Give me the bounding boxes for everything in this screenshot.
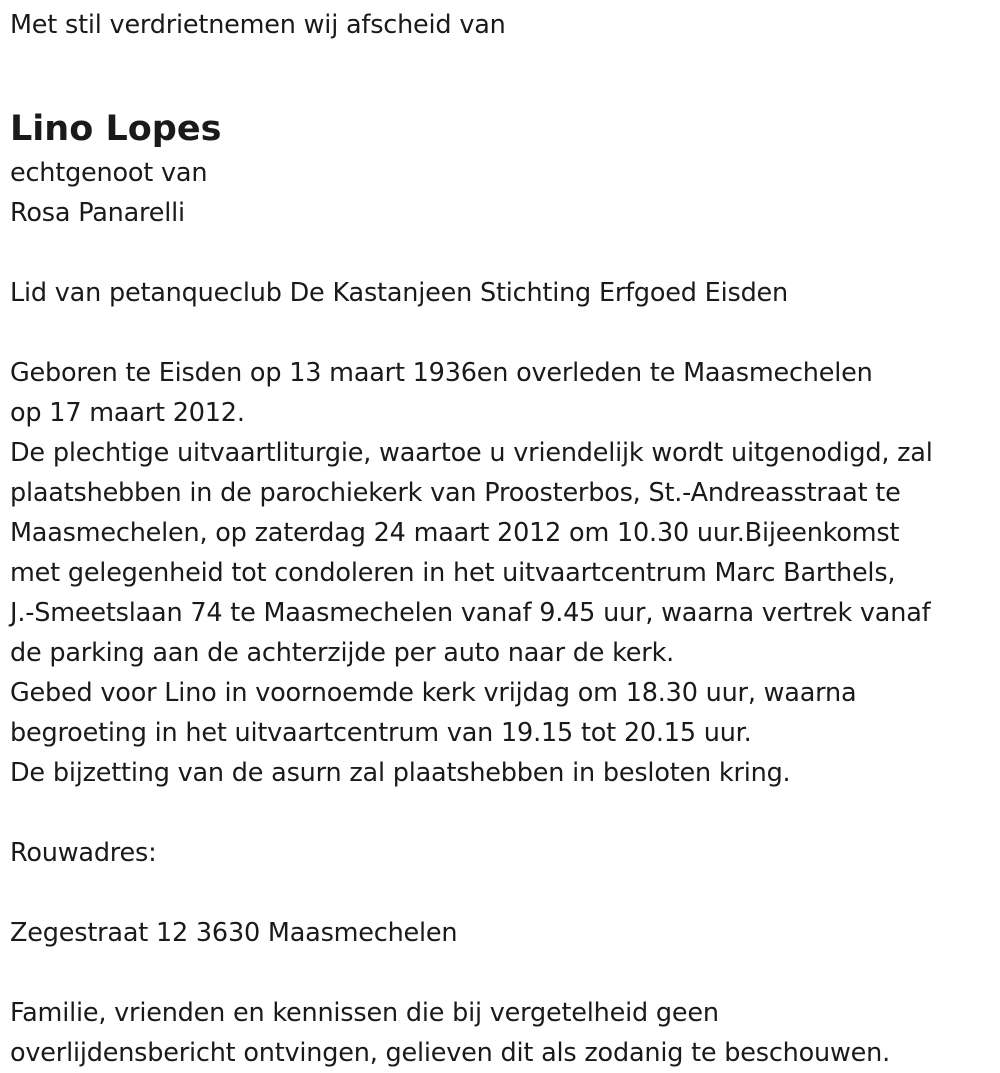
funeral-line: plaatshebben in de parochiekerk van Proosterbos, St.-Andreasstraat te [10,478,901,508]
birth-line: Geboren te Eisden op 13 maart 1936en overleden te Maasmechelen [10,358,873,388]
deceased-name: Lino Lopes [10,109,222,149]
address-label: Rouwadres: [10,838,157,868]
spacer [10,313,995,353]
membership-text: Lid van petanqueclub De Kastanjeen Stichting Erfgoed Eisden [10,278,789,308]
funeral-line: Maasmechelen, op zaterdag 24 maart 2012 om 10.30 uur.Bijeenkomst [10,518,900,548]
funeral-line: met gelegenheid tot condoleren in het uitvaartcentrum Marc Barthels, [10,558,896,588]
spouse-name: Rosa Panarelli [10,198,185,228]
urn-line: De bijzetting van de asurn zal plaatshebben in besloten kring. [10,758,791,788]
funeral-line: De plechtige uitvaartliturgie, waartoe u vriendelijk wordt uitgenodigd, zal [10,438,933,468]
intro-text: Met stil verdrietnemen wij afscheid van [10,10,506,40]
spacer [10,953,995,993]
funeral-line: de parking aan de achterzijde per auto naar de kerk. [10,638,675,668]
funeral-line: J.-Smeetslaan 74 te Maasmechelen vanaf 9.45 uur, waarna vertrek vanaf [10,598,931,628]
birth-line: op 17 maart 2012. [10,398,245,428]
closing-line: Familie, vrienden en kennissen die bij vergetelheid geen [10,998,719,1028]
spacer [10,873,995,913]
spacer [10,233,995,273]
prayer-line: Gebed voor Lino in voornoemde kerk vrijdag om 18.30 uur, waarna [10,678,857,708]
closing-line: overlijdensbericht ontvingen, gelieven dit als zodanig te beschouwen. [10,1038,891,1068]
address-text: Zegestraat 12 3630 Maasmechelen [10,918,458,948]
prayer-line: begroeting in het uitvaartcentrum van 19.15 tot 20.15 uur. [10,718,752,748]
spacer [10,793,995,833]
death-notice [10,0,995,1073]
spouse-label: echtgenoot van [10,158,208,188]
